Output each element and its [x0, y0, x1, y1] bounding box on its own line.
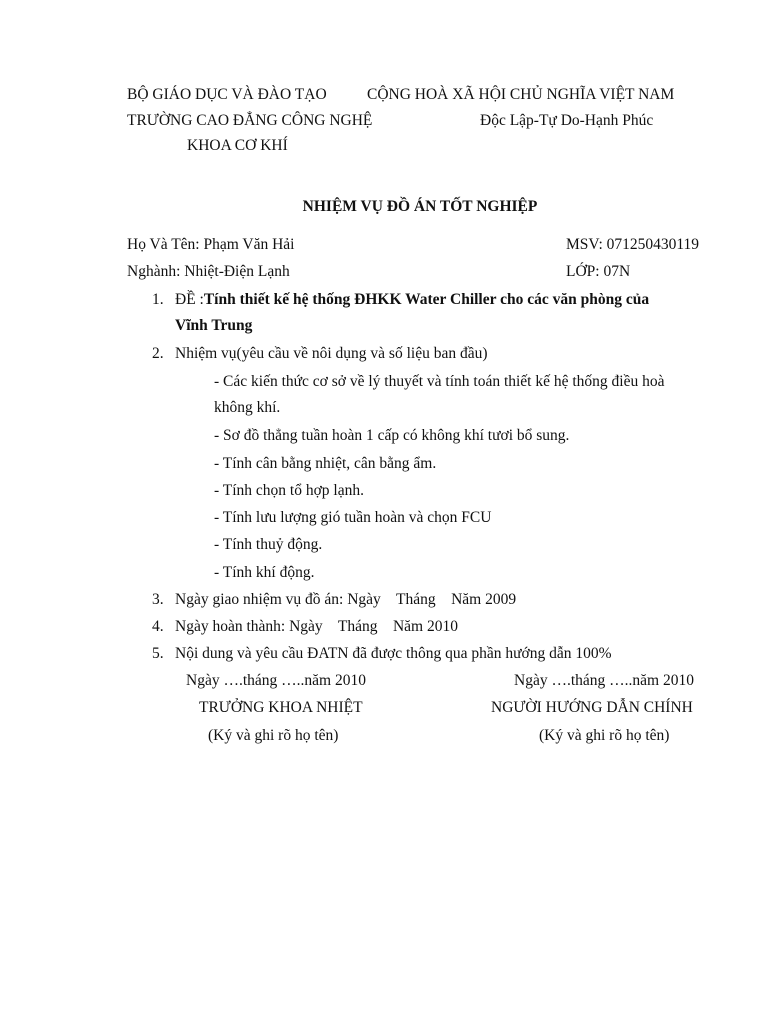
- left-sign-date: Ngày ….tháng …..năm 2010: [186, 672, 366, 689]
- topic-prefix: ĐỀ :: [175, 291, 204, 308]
- approval-note: Nội dung và yêu cầu ĐATN đã được thông qua phần hướng dẫn 100%: [175, 645, 612, 662]
- left-sign-role: TRƯỞNG KHOA NHIỆT: [199, 699, 363, 716]
- task-subitem: - Tính lưu lượng gió tuần hoàn và chọn FCU: [214, 509, 492, 526]
- student-class: LỚP: 07N: [566, 263, 631, 280]
- task-subitem: - Sơ đồ thẳng tuần hoàn 1 cấp có không khí tươi bổ sung.: [214, 427, 570, 444]
- student-id: MSV: 071250430119: [566, 236, 700, 253]
- student-major: Nghành: Nhiệt-Điện Lạnh: [127, 263, 290, 280]
- student-name: Họ Và Tên: Phạm Văn Hải: [127, 236, 295, 253]
- republic-name: CỘNG HOÀ XÃ HỘI CHỦ NGHĨA VIỆT NAM: [367, 86, 675, 103]
- topic-title-continued: Vĩnh Trung: [175, 317, 253, 334]
- faculty-name: KHOA CƠ KHÍ: [187, 137, 288, 154]
- task-subitem: - Tính thuỷ động.: [214, 536, 323, 553]
- topic-title: Tính thiết kế hệ thống ĐHKK Water Chiller cho các văn phòng của: [203, 291, 650, 308]
- task-subitem: không khí.: [214, 399, 281, 416]
- item-number: 4.: [152, 618, 164, 635]
- school-name: TRƯỜNG CAO ĐẲNG CÔNG NGHỆ: [127, 112, 373, 129]
- document-title: NHIỆM VỤ ĐỒ ÁN TỐT NGHIỆP: [302, 198, 538, 215]
- right-sign-note: (Ký và ghi rõ họ tên): [539, 727, 670, 744]
- item-number: 5.: [152, 645, 164, 662]
- task-subitem: - Các kiến thức cơ sở về lý thuyết và tính toán thiết kế hệ thống điều hoà: [214, 373, 665, 390]
- task-subitem: - Tính khí động.: [214, 564, 315, 581]
- topic-line: [175, 291, 649, 310]
- task-subitem: - Tính cân bằng nhiệt, cân bằng ẩm.: [214, 455, 437, 472]
- item-number: 1.: [152, 291, 164, 308]
- task-subitem: - Tính chọn tổ hợp lạnh.: [214, 482, 364, 499]
- right-sign-date: Ngày ….tháng …..năm 2010: [514, 672, 694, 689]
- completion-date: Ngày hoàn thành: Ngày Tháng Năm 2010: [175, 618, 458, 635]
- item-number: 2.: [152, 345, 164, 362]
- ministry-name: BỘ GIÁO DỤC VÀ ĐÀO TẠO: [127, 86, 327, 103]
- assign-date: Ngày giao nhiệm vụ đồ án: Ngày Tháng Năm 2009: [175, 591, 517, 608]
- left-sign-note: (Ký và ghi rõ họ tên): [208, 727, 339, 744]
- national-motto: Độc Lập-Tự Do-Hạnh Phúc: [480, 112, 654, 129]
- item-number: 3.: [152, 591, 164, 608]
- right-sign-role: NGƯỜI HƯỚNG DẪN CHÍNH: [491, 699, 693, 716]
- task-heading: Nhiệm vụ(yêu cầu về nôi dụng và số liệu ban đầu): [175, 345, 488, 362]
